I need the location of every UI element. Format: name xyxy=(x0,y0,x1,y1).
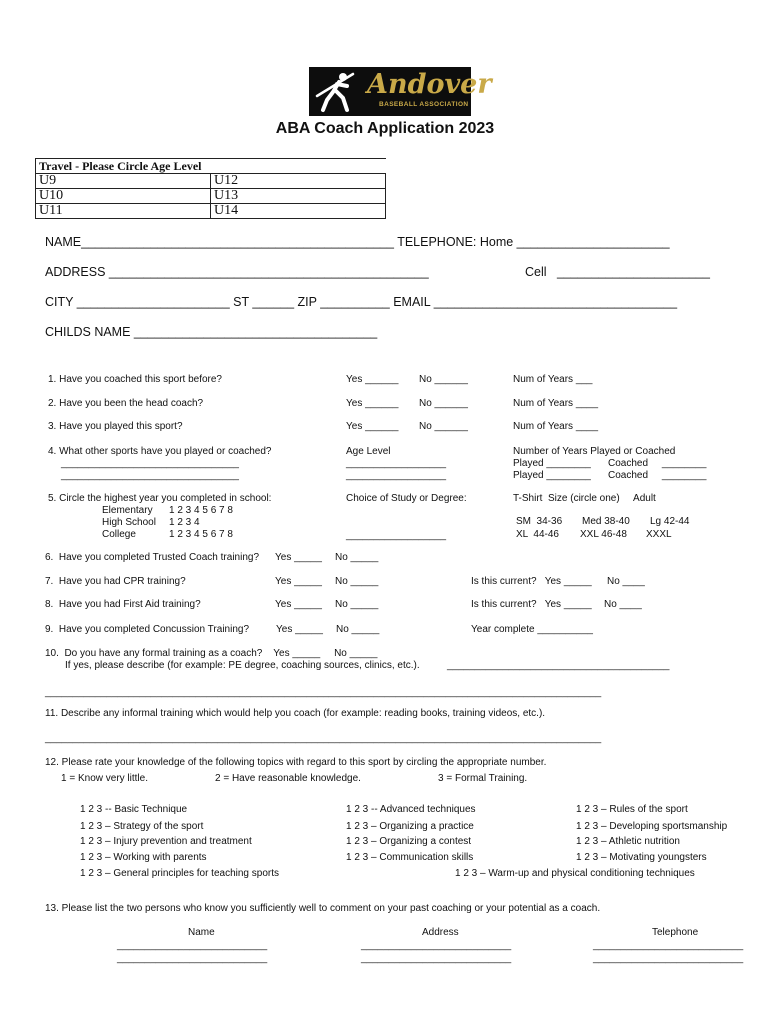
q5-elementary: Elementary xyxy=(102,505,153,516)
q4-num-label: Number of Years Played or Coached xyxy=(513,446,676,457)
q4-age-label: Age Level xyxy=(346,446,391,457)
q5-elementary-values[interactable]: 1 2 3 4 5 6 7 8 xyxy=(169,505,233,516)
age-cell[interactable]: U9 xyxy=(36,174,211,189)
topic-advanced-techniques[interactable]: 1 2 3 -- Advanced techniques xyxy=(346,804,476,815)
tshirt-xxxl[interactable]: XXXL xyxy=(646,529,672,540)
ref-name-line[interactable]: ___________________________ xyxy=(117,940,268,951)
logo-sub: BASEBALL ASSOCIATION xyxy=(379,101,469,108)
q5-college: College xyxy=(102,529,136,540)
topic-rules[interactable]: 1 2 3 – Rules of the sport xyxy=(576,804,688,815)
age-level-table xyxy=(35,158,386,219)
q7-current-yes[interactable]: Is this current? Yes _____ xyxy=(471,576,592,587)
ref-telephone-line[interactable]: ___________________________ xyxy=(593,953,744,964)
q5-study-label: Choice of Study or Degree: xyxy=(346,493,467,504)
q5-highschool: High School xyxy=(102,517,156,528)
q4-age-line[interactable]: __________________ xyxy=(346,458,447,469)
q4-played[interactable]: Played ________ xyxy=(513,458,591,469)
q2-no[interactable]: No ______ xyxy=(419,398,468,409)
q10-long-line[interactable]: ____________________________________________________________________________________________________ xyxy=(45,687,602,698)
scale-2: 2 = Have reasonable knowledge. xyxy=(215,773,361,784)
topic-general-principles[interactable]: 1 2 3 – General principles for teaching sports xyxy=(80,868,279,879)
age-cell[interactable]: U11 xyxy=(36,204,211,219)
topic-working-parents[interactable]: 1 2 3 – Working with parents xyxy=(80,852,207,863)
topic-motivating[interactable]: 1 2 3 – Motivating youngsters xyxy=(576,852,707,863)
q2-years[interactable]: Num of Years ____ xyxy=(513,398,599,409)
q10-line[interactable]: ________________________________________ xyxy=(447,660,670,671)
tshirt-xxl[interactable]: XXL 46-48 xyxy=(580,529,627,540)
tshirt-label: T-Shirt Size (circle one) Adult xyxy=(513,493,656,504)
ref-address-line[interactable]: ___________________________ xyxy=(361,940,512,951)
q5-label: 5. Circle the highest year you completed in school: xyxy=(48,493,272,504)
topic-organizing-contest[interactable]: 1 2 3 – Organizing a contest xyxy=(346,836,472,847)
q6-label: 6. Have you completed Trusted Coach training? xyxy=(45,552,260,563)
topic-strategy[interactable]: 1 2 3 – Strategy of the sport xyxy=(80,821,204,832)
q3-yes[interactable]: Yes ______ xyxy=(346,421,399,432)
q1-years[interactable]: Num of Years ___ xyxy=(513,374,593,385)
q4-coached[interactable]: Coached ________ xyxy=(608,458,707,469)
q1-yes[interactable]: Yes ______ xyxy=(346,374,399,385)
topic-communication[interactable]: 1 2 3 – Communication skills xyxy=(346,852,474,863)
q1-no[interactable]: No ______ xyxy=(419,374,468,385)
andover-logo xyxy=(309,67,492,116)
q2-yes[interactable]: Yes ______ xyxy=(346,398,399,409)
q8-current-no[interactable]: No ____ xyxy=(604,599,642,610)
age-cell[interactable]: U13 xyxy=(211,189,386,204)
q10-describe: If yes, please describe (for example: PE degree, coaching sources, clinics, etc.). xyxy=(65,660,420,671)
age-cell[interactable]: U12 xyxy=(211,174,386,189)
q12-label: 12. Please rate your knowledge of the following topics with regard to this sport by circling the appropriate number. xyxy=(45,757,547,768)
ref-telephone-line[interactable]: ___________________________ xyxy=(593,940,744,951)
q4-line[interactable]: ________________________________ xyxy=(61,470,239,481)
batter-icon xyxy=(313,70,363,114)
q13-label: 13. Please list the two persons who know you sufficiently well to comment on your past coaching or your potential as a coach. xyxy=(45,903,601,914)
q6-yes[interactable]: Yes _____ xyxy=(275,552,322,563)
address-field[interactable]: ADDRESS ______________________________________________ xyxy=(45,265,429,279)
logo-word: Andover xyxy=(367,69,492,100)
q9-yes[interactable]: Yes _____ xyxy=(276,624,323,635)
age-cell[interactable]: U10 xyxy=(36,189,211,204)
scale-3: 3 = Formal Training. xyxy=(438,773,528,784)
q5-highschool-values[interactable]: 1 2 3 4 xyxy=(169,517,200,528)
q4-played[interactable]: Played ________ xyxy=(513,470,591,481)
tshirt-xl[interactable]: XL 44-46 xyxy=(516,529,559,540)
name-telephone-field[interactable]: NAME_____________________________________________ TELEPHONE: Home ______________________ xyxy=(45,235,670,249)
q8-no[interactable]: No _____ xyxy=(335,599,379,610)
q3-years[interactable]: Num of Years ____ xyxy=(513,421,599,432)
q5-study-line[interactable]: __________________ xyxy=(346,530,447,541)
age-cell[interactable]: U14 xyxy=(211,204,386,219)
q8-label: 8. Have you had First Aid training? xyxy=(45,599,201,610)
age-table-header: Travel - Please Circle Age Level xyxy=(36,159,386,174)
tshirt-lg[interactable]: Lg 42-44 xyxy=(650,516,690,527)
q7-yes[interactable]: Yes _____ xyxy=(275,576,322,587)
ref-name-header: Name xyxy=(188,927,215,938)
q9-no[interactable]: No _____ xyxy=(336,624,380,635)
ref-address-line[interactable]: ___________________________ xyxy=(361,953,512,964)
ref-name-line[interactable]: ___________________________ xyxy=(117,953,268,964)
q4-coached[interactable]: Coached ________ xyxy=(608,470,707,481)
q4-label: 4. What other sports have you played or coached? xyxy=(48,446,272,457)
childs-name-field[interactable]: CHILDS NAME ___________________________________ xyxy=(45,325,378,339)
q8-yes[interactable]: Yes _____ xyxy=(275,599,322,610)
topic-basic-technique[interactable]: 1 2 3 -- Basic Technique xyxy=(80,804,188,815)
q7-label: 7. Have you had CPR training? xyxy=(45,576,186,587)
ref-address-header: Address xyxy=(422,927,459,938)
q10-label[interactable]: 10. Do you have any formal training as a coach? Yes _____ No _____ xyxy=(45,648,378,659)
topic-sportsmanship[interactable]: 1 2 3 – Developing sportsmanship xyxy=(576,821,728,832)
q4-age-line[interactable]: __________________ xyxy=(346,470,447,481)
topic-warm-up[interactable]: 1 2 3 – Warm-up and physical conditioning techniques xyxy=(455,868,695,879)
topic-injury-prevention[interactable]: 1 2 3 – Injury prevention and treatment xyxy=(80,836,252,847)
q9-year[interactable]: Year complete __________ xyxy=(471,624,593,635)
q6-no[interactable]: No _____ xyxy=(335,552,379,563)
tshirt-med[interactable]: Med 38-40 xyxy=(582,516,630,527)
q11-label: 11. Describe any informal training which would help you coach (for example: reading books, training videos, etc.). xyxy=(45,708,546,719)
q1-label: 1. Have you coached this sport before? xyxy=(48,374,222,385)
q2-label: 2. Have you been the head coach? xyxy=(48,398,204,409)
q8-current-yes[interactable]: Is this current? Yes _____ xyxy=(471,599,592,610)
tshirt-sm[interactable]: SM 34-36 xyxy=(516,516,563,527)
q3-label: 3. Have you played this sport? xyxy=(48,421,183,432)
page-title: ABA Coach Application 2023 xyxy=(275,120,495,137)
scale-1: 1 = Know very little. xyxy=(61,773,148,784)
q9-label: 9. Have you completed Concussion Training? xyxy=(45,624,250,635)
topic-organizing-practice[interactable]: 1 2 3 – Organizing a practice xyxy=(346,821,474,832)
city-state-zip-email-field[interactable]: CITY ______________________ ST ______ ZIP __________ EMAIL ___________________________________ xyxy=(45,295,678,309)
q4-line[interactable]: ________________________________ xyxy=(61,458,239,469)
topic-nutrition[interactable]: 1 2 3 – Athletic nutrition xyxy=(576,836,680,847)
q11-long-line[interactable]: ____________________________________________________________________________________________________ xyxy=(45,733,602,744)
q3-no[interactable]: No ______ xyxy=(419,421,468,432)
ref-telephone-header: Telephone xyxy=(652,927,699,938)
cell-field[interactable]: Cell ______________________ xyxy=(525,265,710,279)
q5-college-values[interactable]: 1 2 3 4 5 6 7 8 xyxy=(169,529,233,540)
q7-no[interactable]: No _____ xyxy=(335,576,379,587)
q7-current-no[interactable]: No ____ xyxy=(607,576,645,587)
